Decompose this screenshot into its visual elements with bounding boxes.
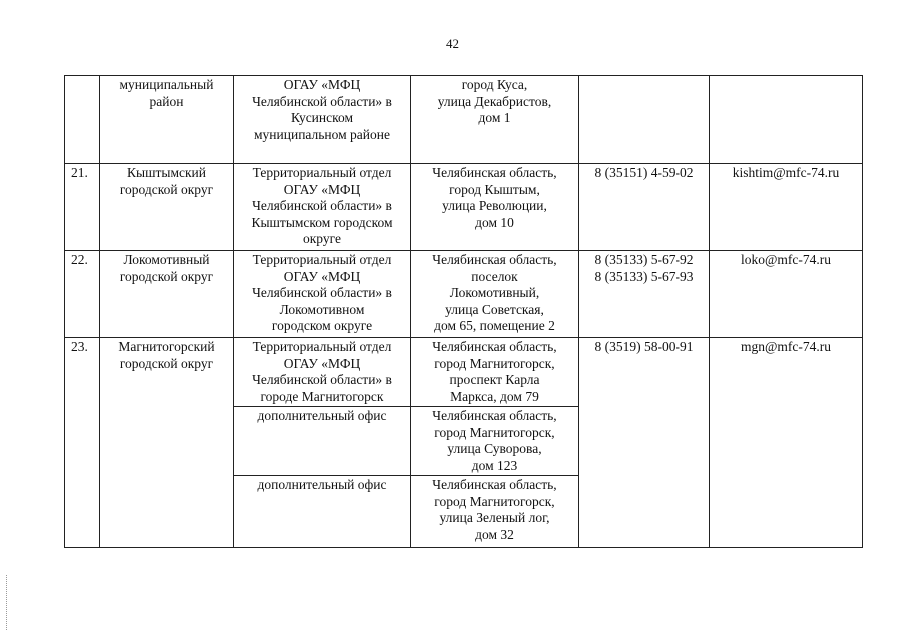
row-number: 22.	[65, 251, 100, 338]
row-number: 23.	[65, 338, 100, 548]
address-cell	[411, 338, 579, 407]
office-line: Кыштымском городском	[251, 214, 393, 230]
office-line: ОГАУ «МФЦ	[283, 355, 361, 371]
municipality-cell	[100, 164, 234, 251]
office-line: Локомотивном	[279, 301, 365, 317]
office-line: Челябинской области» в	[252, 372, 392, 387]
office-line: Кусинском	[290, 110, 354, 125]
phone-line: 8 (3519) 58-00-91	[594, 339, 694, 354]
phone-cell	[579, 164, 710, 251]
phone-cell	[579, 251, 710, 338]
table-row	[65, 76, 863, 164]
address-cell	[411, 407, 579, 476]
office-line: округе	[303, 231, 341, 246]
office-cell	[234, 476, 411, 548]
municipality-line: городской округ	[119, 181, 214, 197]
email-cell	[710, 338, 863, 548]
address-line: Челябинская область,	[432, 252, 557, 267]
office-line: муниципальном районе	[254, 126, 390, 142]
address-cell	[411, 76, 579, 164]
office-cell	[234, 407, 411, 476]
email-line: kishtim@mfc-74.ru	[732, 165, 840, 180]
municipality-line: муниципальный	[119, 77, 214, 92]
phone-cell	[579, 76, 710, 164]
address-line: дом 1	[478, 110, 511, 125]
municipality-line: городской округ	[119, 355, 214, 371]
office-line: Территориальный отдел	[252, 165, 392, 180]
address-line: город Кыштым,	[449, 181, 540, 197]
address-line: проспект Карла	[449, 372, 540, 387]
phone-cell	[579, 338, 710, 548]
email-cell	[710, 76, 863, 164]
page-number: 42	[446, 36, 459, 51]
address-line: улица Суворова,	[447, 441, 542, 456]
phone-line: 8 (35133) 5-67-92	[594, 252, 694, 267]
address-line: город Куса,	[461, 77, 528, 92]
office-line: городском округе	[271, 318, 373, 333]
address-line: дом 123	[471, 457, 518, 473]
table-row	[65, 338, 863, 407]
address-line: поселок	[471, 268, 518, 284]
address-cell	[411, 164, 579, 251]
email-cell	[710, 251, 863, 338]
address-line: город Магнитогорск,	[434, 493, 555, 509]
scan-edge-marks	[6, 575, 8, 630]
office-cell	[234, 338, 411, 407]
office-line: Челябинской области» в	[252, 285, 392, 300]
address-line: улица Зеленый лог,	[439, 510, 550, 525]
municipality-line: район	[149, 93, 184, 109]
address-line: улица Революции,	[442, 198, 547, 213]
municipality-cell	[100, 251, 234, 338]
address-cell	[411, 476, 579, 548]
phone-line: 8 (35151) 4-59-02	[594, 165, 694, 180]
municipality-line: Кыштымский	[127, 165, 206, 180]
address-line: Челябинская область,	[432, 339, 557, 354]
office-line: дополнительный офис	[257, 408, 387, 423]
address-line: улица Советская,	[445, 301, 544, 317]
address-line: город Магнитогорск,	[434, 355, 555, 371]
address-line: Челябинская область,	[432, 477, 557, 492]
municipality-line: Магнитогорский	[118, 339, 215, 354]
email-line: mgn@mfc-74.ru	[740, 339, 832, 354]
office-line: городе Магнитогорск	[260, 388, 384, 404]
mfc-offices-table	[64, 75, 863, 548]
address-line: Челябинская область,	[432, 408, 557, 423]
table-row	[65, 164, 863, 251]
address-line: Маркса, дом 79	[450, 388, 539, 404]
office-line: Территориальный отдел	[252, 252, 392, 267]
row-number: 21.	[65, 164, 100, 251]
office-line: Челябинской области» в	[252, 198, 392, 213]
office-cell	[234, 251, 411, 338]
address-line: дом 10	[475, 214, 514, 230]
address-line: дом 65, помещение 2	[434, 318, 555, 333]
address-line: дом 32	[475, 526, 514, 542]
office-cell	[234, 164, 411, 251]
municipality-cell	[100, 338, 234, 548]
address-line: улица Декабристов,	[437, 93, 552, 109]
office-line: ОГАУ «МФЦ	[283, 181, 361, 197]
municipality-line: городской округ	[119, 268, 214, 284]
office-line: дополнительный офис	[257, 477, 387, 492]
row-number	[65, 76, 100, 164]
address-line: Челябинская область,	[432, 165, 557, 180]
office-line: Челябинской области» в	[252, 93, 392, 109]
office-line: ОГАУ «МФЦ	[283, 77, 361, 92]
office-cell	[234, 76, 411, 164]
table-row	[65, 251, 863, 338]
address-cell	[411, 251, 579, 338]
address-line: город Магнитогорск,	[434, 424, 555, 440]
municipality-line: Локомотивный	[123, 252, 210, 267]
email-line: loko@mfc-74.ru	[740, 252, 832, 267]
office-line: ОГАУ «МФЦ	[283, 268, 361, 284]
municipality-cell	[100, 76, 234, 164]
phone-line: 8 (35133) 5-67-93	[594, 268, 694, 284]
address-line: Локомотивный,	[449, 285, 540, 300]
email-cell	[710, 164, 863, 251]
office-line: Территориальный отдел	[252, 339, 392, 354]
